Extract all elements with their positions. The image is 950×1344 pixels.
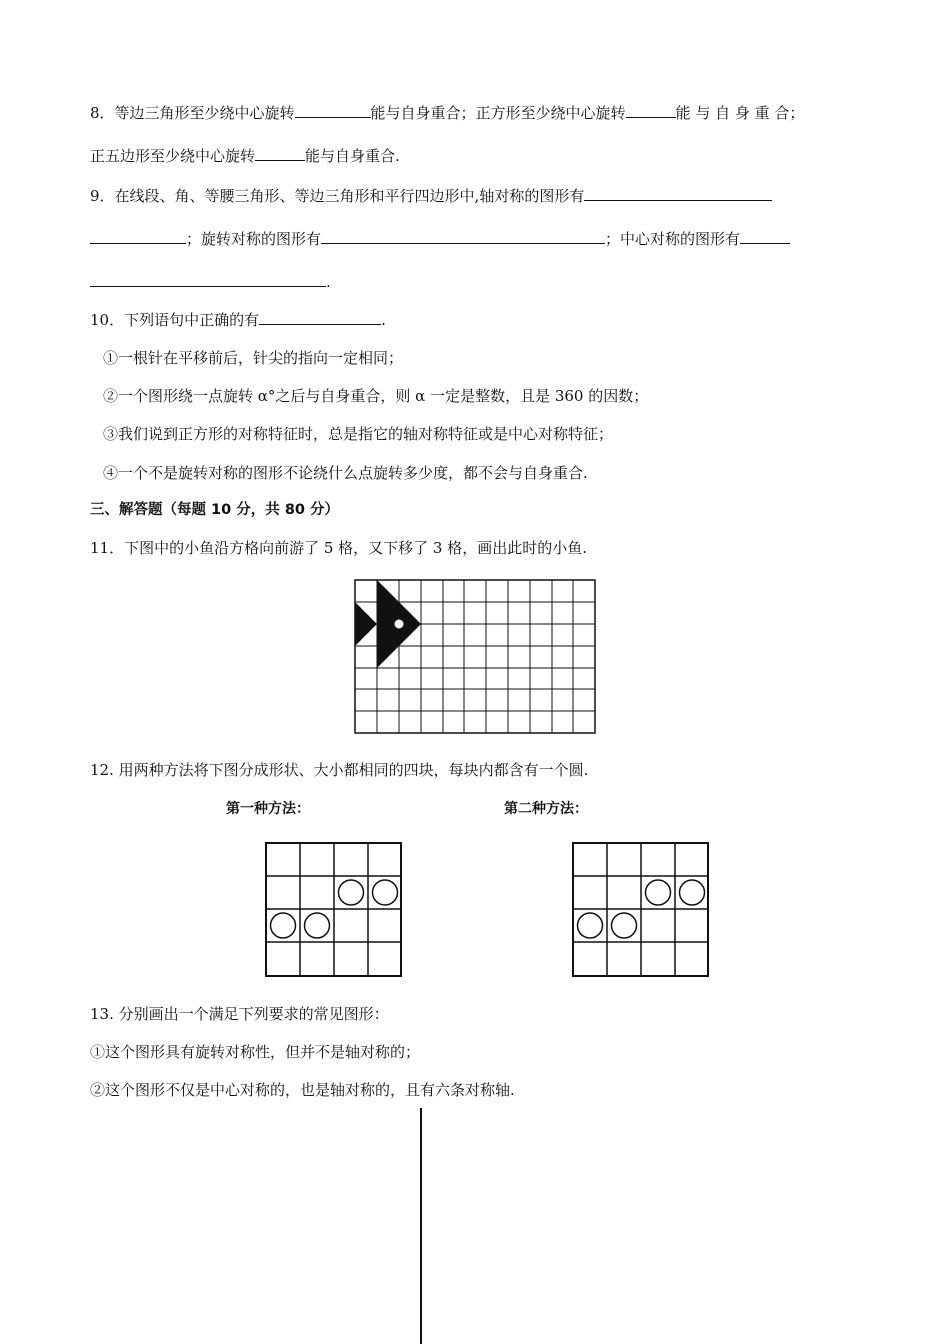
grid-circle (373, 880, 398, 905)
q11-text: 11．下图中的小鱼沿方格向前游了 5 格，又下移了 3 格，画出此时的小鱼. (90, 539, 588, 557)
q13-text: 13. 分别画出一个满足下列要求的常见图形： (90, 1005, 389, 1023)
circle-grid-method-2 (571, 841, 711, 979)
fish-eye (395, 620, 404, 629)
q10-blank[interactable] (259, 310, 381, 325)
fish-grid-figure (354, 579, 596, 735)
grid-circle (271, 913, 296, 938)
q10-item-2: ②一个图形绕一点旋转 α°之后与自身重合，则 α 一定是整数，且是 360 的因数； (103, 387, 649, 405)
q8-line-2: 正五边形至少绕中心旋转 能与自身重合. (90, 147, 400, 165)
q10-item-3: ③我们说到正方形的对称特征时，总是指它的轴对称特征或是中心对称特征； (103, 425, 614, 443)
grid-circle (578, 913, 603, 938)
grid-circle (646, 880, 671, 905)
q9-blank-1b[interactable] (90, 229, 186, 244)
q9-line-3: . (90, 272, 331, 292)
q8-line-1: 8．等边三角形至少绕中心旋转 能与自身重合；正方形至少绕中心旋转 能 与 自 身 重 合； (90, 104, 805, 122)
q12-text: 12. 用两种方法将下图分成形状、大小都相同的四块，每块内都含有一个圆. (90, 761, 589, 779)
q9-blank-3a[interactable] (740, 229, 790, 244)
q9-blank-2[interactable] (321, 229, 605, 244)
q9-blank-3b[interactable] (90, 272, 326, 287)
q9-line-1: 9．在线段、角、等腰三角形、等边三角形和平行四边形中,轴对称的图形有 (90, 186, 772, 206)
q13-item-2: ②这个图形不仅是中心对称的，也是轴对称的，且有六条对称轴. (90, 1081, 515, 1099)
q9-line-2: ；旋转对称的图形有 ；中心对称的图形有 (90, 229, 790, 249)
method-1-label: 第一种方法： (226, 801, 310, 817)
q10-item-1: ①一根针在平移前后，针尖的指向一定相同； (103, 349, 404, 367)
q8-blank-2[interactable] (626, 103, 676, 118)
answer-area-divider (420, 1108, 422, 1344)
q13-item-1: ①这个图形具有旋转对称性，但并不是轴对称的； (90, 1043, 421, 1061)
grid-circle (305, 913, 330, 938)
q10-item-4: ④一个不是旋转对称的图形不论绕什么点旋转多少度，都不会与自身重合. (103, 464, 588, 482)
grid-circle (680, 880, 705, 905)
fish-tail (355, 602, 377, 646)
section-3-title: 三、解答题（每题 10 分，共 80 分） (90, 502, 340, 518)
q10-line: 10．下列语句中正确的有 . (90, 311, 386, 329)
method-2-label: 第二种方法： (504, 801, 588, 817)
q8-blank-1[interactable] (295, 103, 371, 118)
circle-grid-method-1 (264, 841, 404, 979)
grid-circle (612, 913, 637, 938)
grid-circle (339, 880, 364, 905)
q8-blank-3[interactable] (255, 146, 305, 161)
q9-blank-1a[interactable] (584, 186, 772, 201)
